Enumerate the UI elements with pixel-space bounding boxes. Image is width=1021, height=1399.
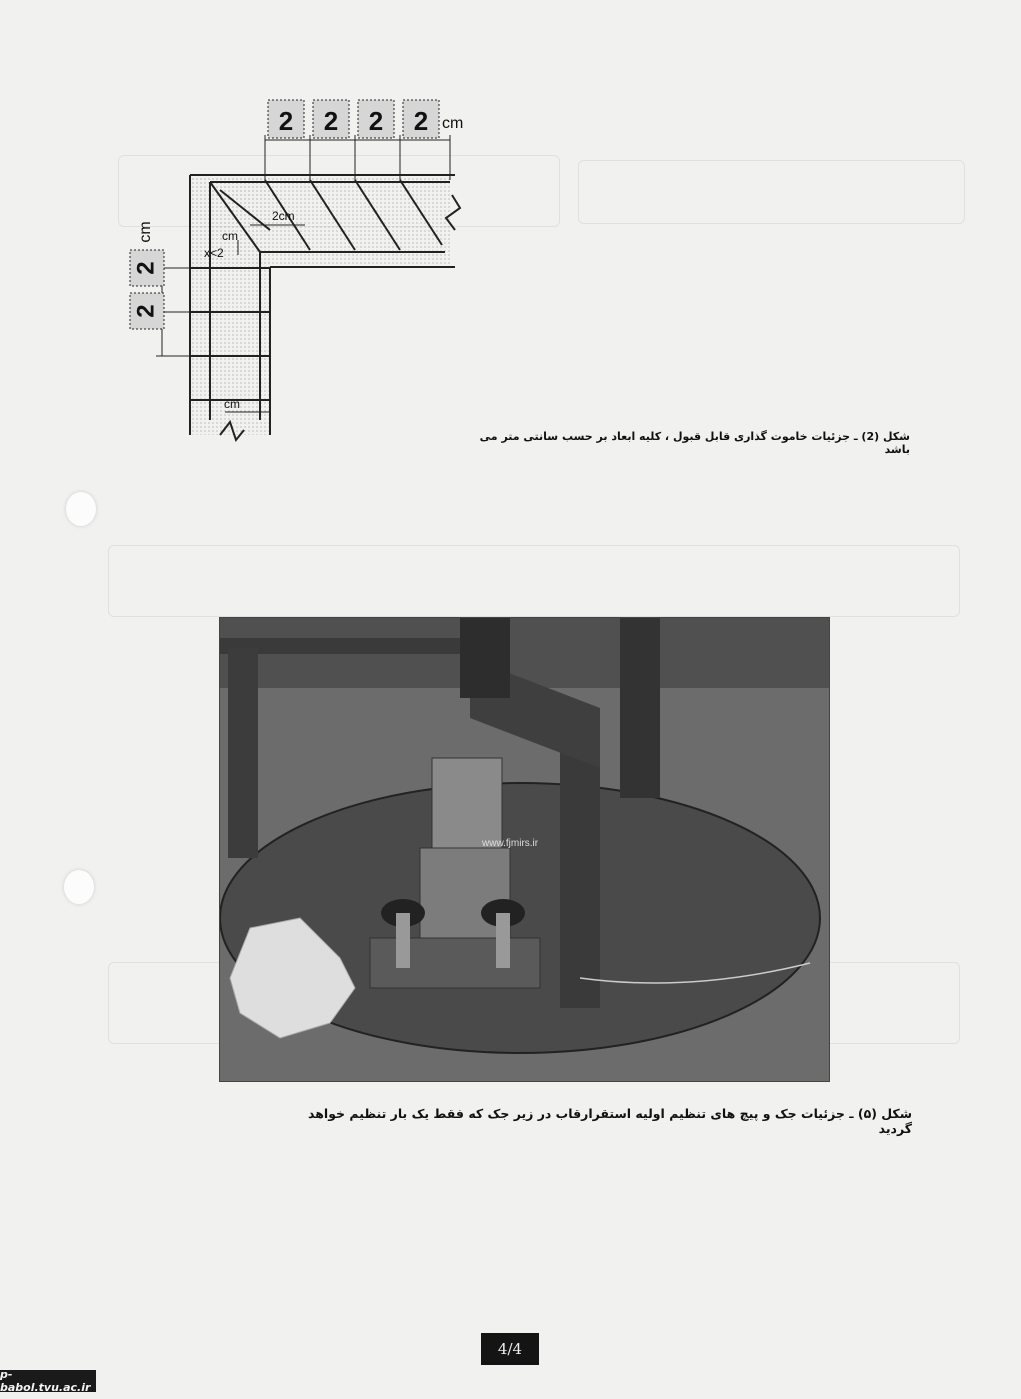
jack-photo xyxy=(219,617,830,1082)
bottom-unit-label: cm xyxy=(224,397,240,411)
photo-watermark: www.fjmirs.ir xyxy=(482,838,539,849)
left-dim-label: 2 xyxy=(132,304,160,318)
left-dim-label: 2 xyxy=(132,261,160,275)
figure2-caption: شکل (2) ـ جزئیات خاموت گذاری قابل قبول ، کلیه ابعاد بر حسب سانتی متر می باشد xyxy=(479,430,910,456)
dim-label: 2 xyxy=(323,106,339,136)
x-label: x<2 xyxy=(204,246,224,260)
small-unit-label: cm xyxy=(222,229,238,243)
left-unit-label: cm xyxy=(137,221,154,243)
page-number: 4/4 xyxy=(481,1333,539,1365)
site-label: p-babol.tvu.ac.ir xyxy=(0,1370,96,1392)
dim-label: 2 xyxy=(413,106,429,136)
punch-hole xyxy=(64,870,94,904)
jack-photo-drawing xyxy=(220,618,830,1082)
dim-label: 2 xyxy=(278,106,294,136)
bleed-through-box xyxy=(578,160,965,224)
bleed-through-box xyxy=(108,545,960,617)
punch-hole xyxy=(66,492,96,526)
stirrup-detail-drawing xyxy=(120,90,480,450)
dim-label: 2 xyxy=(368,106,384,136)
inner-dim-label: 2cm xyxy=(272,209,295,223)
unit-label: cm xyxy=(442,115,464,132)
figure5-caption: شکل (۵) ـ جزئیات جک و پیچ های تنظیم اولیه استقرارقاب در زیر جک که فقط یک بار تنظیم خواهد گردید xyxy=(308,1106,912,1136)
